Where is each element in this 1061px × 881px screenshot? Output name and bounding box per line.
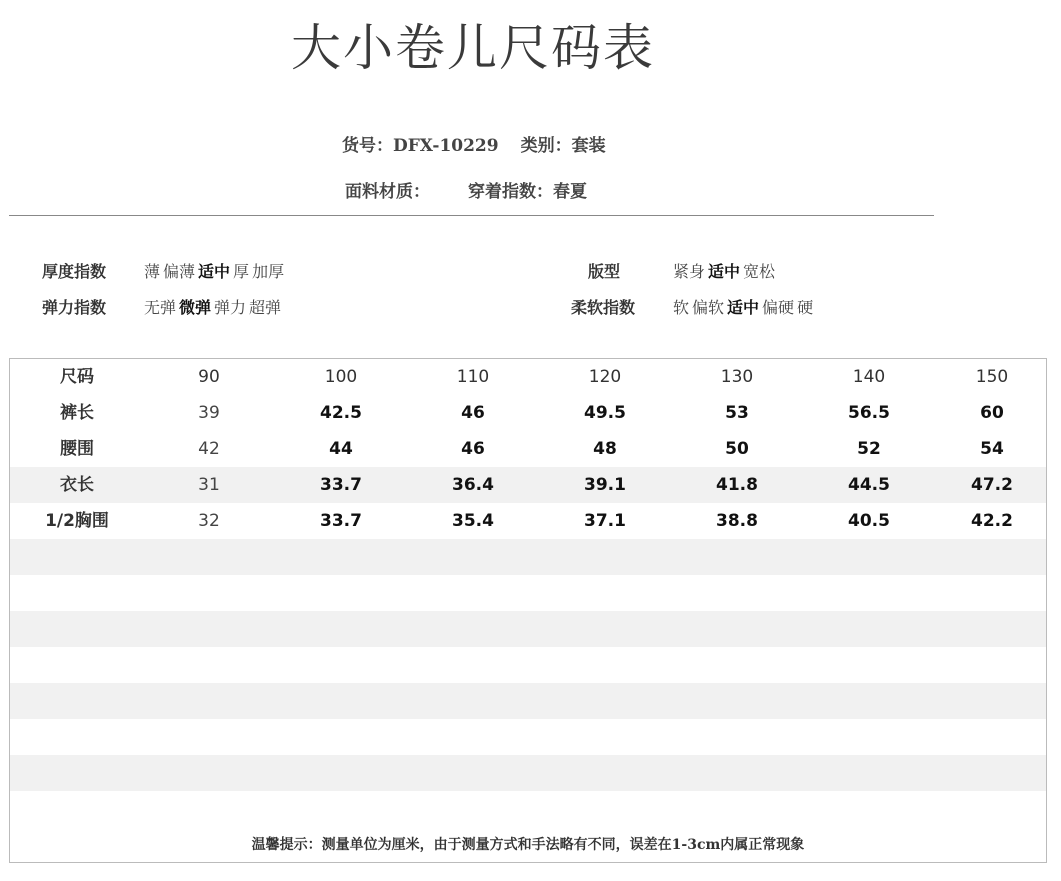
header-divider: [9, 215, 934, 216]
table-cell: 33.7: [320, 511, 362, 531]
table-cell: 48: [593, 439, 617, 459]
table-cell: 31: [198, 475, 220, 495]
fit-label: 版型: [588, 262, 621, 281]
table-cell: 39: [198, 403, 220, 423]
table-cell: 56.5: [848, 403, 890, 423]
table-cell: 110: [456, 367, 490, 387]
elasticity-option: 超弹: [249, 298, 282, 317]
table-row: [10, 575, 1046, 611]
thickness-option: 偏薄: [163, 262, 196, 281]
table-row: [10, 539, 1046, 575]
table-row: [10, 647, 1046, 683]
meta-row-fabric: [345, 177, 587, 202]
fit-option: 紧身: [673, 262, 706, 281]
table-cell: 42: [198, 439, 220, 459]
table-cell: 42.5: [320, 403, 362, 423]
page-title: 大小卷儿尺码表: [291, 19, 655, 77]
softness-option: 偏软: [692, 298, 725, 317]
table-cell: 140: [852, 367, 886, 387]
table-cell: 100: [324, 367, 358, 387]
fit-option: 宽松: [743, 262, 776, 281]
table-header-row: [10, 359, 1046, 395]
table-cell: 44: [329, 439, 353, 459]
table-cell: 36.4: [452, 475, 494, 495]
table-cell: 37.1: [584, 511, 626, 531]
table-row-label: 衣长: [60, 475, 94, 495]
table-cell: 54: [980, 439, 1004, 459]
table-row: [10, 395, 1046, 431]
table-cell: 47.2: [971, 475, 1013, 495]
softness-option: 软: [673, 298, 690, 317]
item-no-value: DFX-10229: [393, 136, 499, 156]
fit-option: 适中: [708, 262, 741, 281]
category-value: 套装: [571, 136, 606, 156]
softness-option: 偏硬: [762, 298, 795, 317]
size-table: [9, 358, 1047, 863]
softness-option: 硬: [797, 298, 814, 317]
softness-label: 柔软指数: [571, 298, 636, 317]
meta-row-item: [342, 131, 606, 156]
table-row-label: 腰围: [60, 439, 94, 459]
table-cell: 150: [975, 367, 1009, 387]
table-cell: 90: [198, 367, 220, 387]
table-row: [10, 467, 1046, 503]
softness-options: [673, 295, 816, 318]
thickness-label: 厚度指数: [42, 262, 107, 281]
table-cell: 38.8: [716, 511, 758, 531]
softness-option: 适中: [727, 298, 760, 317]
fabric-label: 面料材质：: [345, 182, 430, 202]
table-row: [10, 611, 1046, 647]
table-row: [10, 719, 1046, 755]
table-cell: 41.8: [716, 475, 758, 495]
elasticity-option: 弹力: [214, 298, 247, 317]
table-cell: 44.5: [848, 475, 890, 495]
table-cell: 46: [461, 439, 485, 459]
table-row: [10, 791, 1046, 827]
season-label: 穿着指数：: [468, 182, 553, 202]
table-cell: 130: [720, 367, 754, 387]
table-cell: 60: [980, 403, 1004, 423]
elasticity-option: 无弹: [144, 298, 177, 317]
table-row-label: 裤长: [60, 403, 94, 423]
table-cell: 50: [725, 439, 749, 459]
elasticity-label: 弹力指数: [42, 298, 107, 317]
table-row-label: 尺码: [60, 367, 94, 387]
elasticity-option: 微弹: [179, 298, 212, 317]
table-cell: 49.5: [584, 403, 626, 423]
table-row-label: 1/2胸围: [45, 511, 109, 531]
table-row: [10, 755, 1046, 791]
table-cell: 35.4: [452, 511, 494, 531]
measurement-note: 温馨提示：测量单位为厘米，由于测量方式和手法略有不同，误差在1-3cm内属正常现象: [251, 837, 805, 853]
season-value: 春夏: [553, 182, 587, 202]
table-cell: 52: [857, 439, 881, 459]
item-no-label: 货号：: [342, 136, 393, 156]
table-cell: 39.1: [584, 475, 626, 495]
table-cell: 120: [588, 367, 622, 387]
table-row: [10, 683, 1046, 719]
table-cell: 53: [725, 403, 749, 423]
table-cell: 32: [198, 511, 220, 531]
elasticity-options: [144, 295, 284, 318]
thickness-option: 薄: [144, 262, 161, 281]
table-cell: 46: [461, 403, 485, 423]
table-cell: 33.7: [320, 475, 362, 495]
thickness-option: 厚: [233, 262, 250, 281]
category-label: 类别：: [520, 136, 572, 156]
table-row: [10, 431, 1046, 467]
thickness-options: [144, 259, 287, 282]
table-cell: 42.2: [971, 511, 1013, 531]
thickness-option: 加厚: [252, 262, 285, 281]
table-row: [10, 503, 1046, 539]
fit-options: [673, 259, 778, 282]
table-cell: 40.5: [848, 511, 890, 531]
thickness-option: 适中: [198, 262, 231, 281]
